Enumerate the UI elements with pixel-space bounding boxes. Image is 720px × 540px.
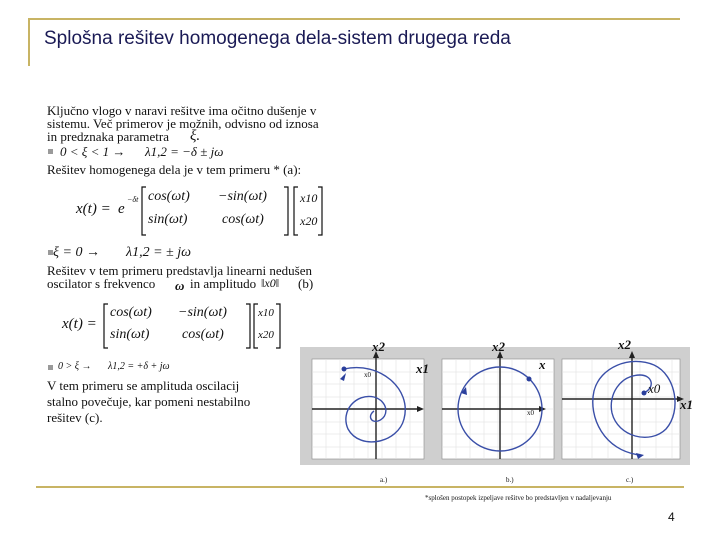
vector-a-2: x20 [300, 214, 318, 228]
matrix-b-22: cos(ωt) [182, 327, 224, 342]
title-frame-top [28, 18, 680, 20]
case-1-condition: 0 < ξ < 1 → [60, 144, 126, 159]
panel-a-label: a.) [380, 476, 388, 484]
case-2-roots: λ1,2 = ± jω [126, 245, 191, 260]
vector-a-1: x10 [300, 191, 318, 205]
panel-c-label: c.) [626, 476, 634, 484]
matrix-a-11: cos(ωt) [148, 189, 190, 204]
vector-b-2: x20 [258, 329, 274, 341]
intro-line-1: Ključno vlogo v naravi rešitve ima očitno dušenje v [47, 103, 317, 118]
footnote: *splošen postopek izpeljave rešitve bo predstavljen v nadaljevanju [425, 494, 612, 502]
phase-portrait-c-plot [560, 347, 690, 465]
phase-portrait-b [430, 339, 560, 465]
matrix-b-11: cos(ωt) [110, 305, 152, 320]
axis-label-x2-a: x2 [372, 339, 385, 354]
case-2-text-line-1: Rešitev v tem primeru predstavlja linearni nedušen [47, 263, 312, 278]
xi-symbol: ξ. [190, 128, 201, 144]
axis-label-x2-b: x2 [492, 339, 505, 354]
case-2-condition: ξ = 0 → [53, 245, 100, 260]
case-3-condition: 0 > ξ → [58, 361, 92, 372]
page-number: 4 [668, 510, 675, 524]
equation-a-exp: e [118, 201, 125, 217]
omega-symbol: ω [175, 278, 185, 293]
case-3-text-line-3: rešitev (c). [47, 410, 103, 425]
bullet-case-1 [48, 149, 53, 154]
axis-label-x2-c: x2 [618, 337, 631, 352]
case-1-text: Rešitev homogenega dela je v tem primeru * (a): [47, 162, 302, 177]
intro-line-3: in predznaka parametra [47, 129, 169, 144]
case-3-text-line-1: V tem primeru se amplituda oscilacij [47, 378, 240, 393]
amplitude-symbol: ‖x0‖ [261, 276, 280, 290]
phase-portrait-a [300, 339, 430, 465]
label-x0-c: x0 [648, 381, 661, 396]
matrix-b-21: sin(ωt) [110, 327, 150, 342]
phase-portrait-c [560, 337, 693, 465]
case-3-text-line-2: stalno povečuje, kar pomeni nestabilno [47, 394, 251, 409]
bottom-rule [36, 486, 684, 488]
label-x0-b: x0 [527, 409, 534, 417]
matrix-b-12: −sin(ωt) [178, 305, 227, 320]
case-1-roots: λ1,2 = −δ ± jω [145, 144, 224, 159]
axis-label-x1-b: x [539, 357, 546, 372]
matrix-a-22: cos(ωt) [222, 212, 264, 227]
panel-b-label: b.) [506, 476, 514, 484]
label-x0-a: x0 [364, 371, 371, 379]
equation-b [62, 302, 282, 352]
axis-label-x1-c: x1 [680, 397, 693, 412]
phase-portrait-a-plot [300, 347, 430, 465]
case-3-roots: λ1,2 = +δ + jω [108, 361, 170, 372]
intro-line-2: sistemu. Več primerov je možnih, odvisno od iznosa [47, 116, 319, 131]
matrix-a-12: −sin(ωt) [218, 189, 267, 204]
vector-b-1: x10 [258, 307, 274, 319]
title-frame-left [28, 18, 30, 66]
equation-b-lhs: x(t) = [62, 316, 97, 332]
equation-a [76, 185, 326, 237]
case-2-label: (b) [298, 276, 314, 291]
equation-a-exp-power: −δt [127, 195, 139, 204]
axis-label-x1-a: x1 [416, 361, 429, 376]
case-2-text-line-2b: in amplitudo [190, 276, 257, 291]
matrix-a-21: sin(ωt) [148, 212, 188, 227]
case-2-text-line-2a: oscilator s frekvenco [47, 276, 156, 291]
slide-title: Splošna rešitev homogenega dela-sistem drugega reda [44, 28, 511, 49]
bullet-case-3 [48, 365, 53, 370]
equation-a-lhs: x(t) = [76, 201, 111, 217]
